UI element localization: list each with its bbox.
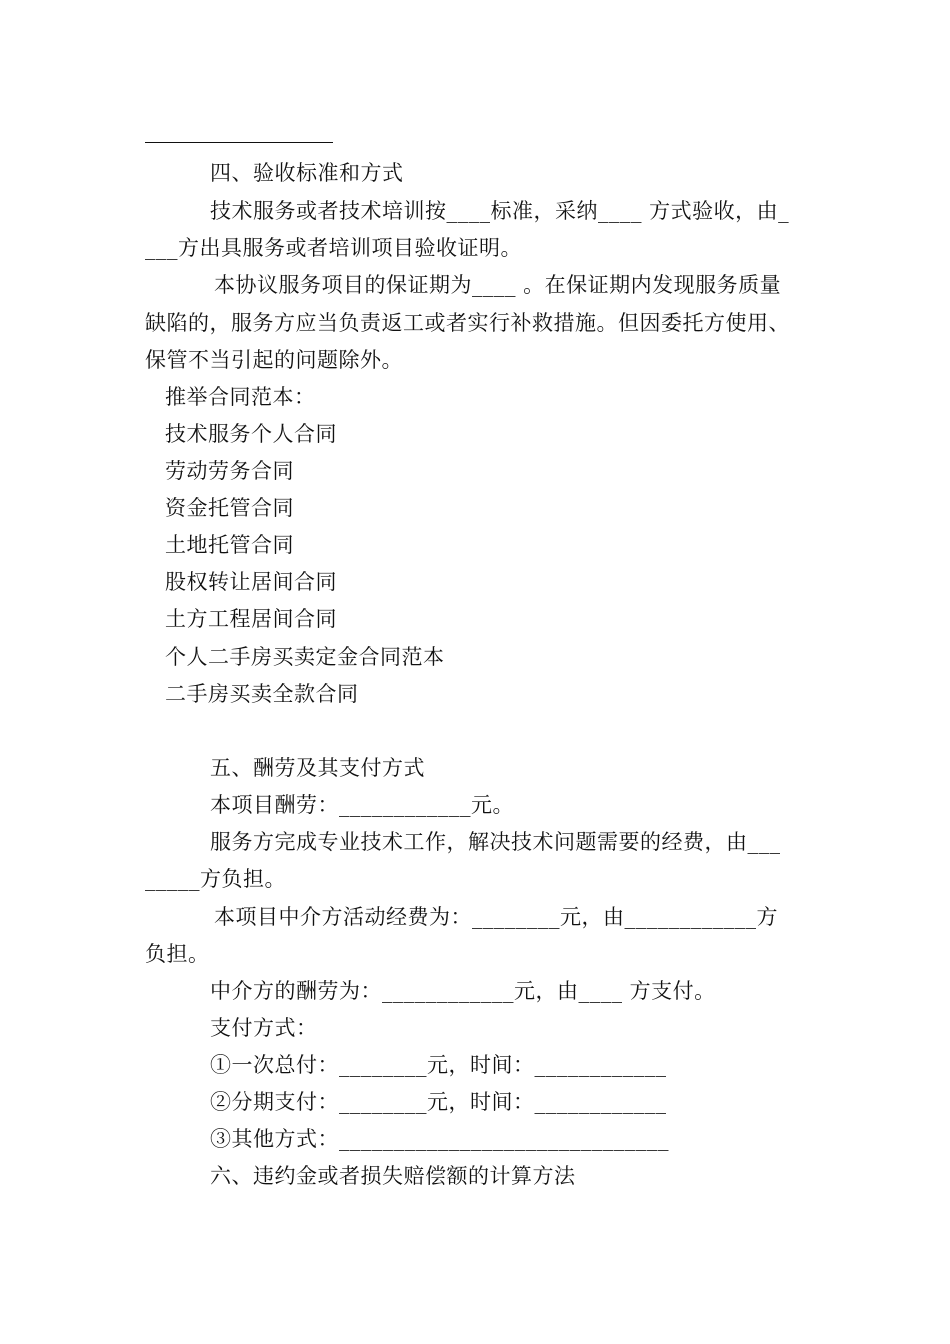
- paragraph-line: 技术服务或者技术培训按____标准，采纳____ 方式验收，由_: [210, 199, 790, 223]
- blank-underline: [145, 142, 333, 143]
- paragraph-line: ___方出具服务或者培训项目验收证明。: [145, 236, 522, 260]
- paragraph-line: _____方负担。: [145, 867, 286, 891]
- paragraph-line: 本项目酬劳：____________元。: [210, 793, 514, 817]
- payment-option: ②分期支付：________元，时间：____________: [210, 1090, 667, 1114]
- recommend-label: 推举合同范本：: [165, 385, 316, 409]
- section-4-heading: 四、验收标准和方式: [210, 161, 404, 185]
- payment-option: ③其他方式：______________________________: [210, 1127, 669, 1151]
- recommend-link[interactable]: 个人二手房买卖定金合同范本: [165, 645, 445, 669]
- paragraph-line: 中介方的酬劳为：____________元，由____ 方支付。: [210, 979, 716, 1003]
- recommend-link[interactable]: 股权转让居间合同: [165, 570, 337, 594]
- recommend-link[interactable]: 二手房买卖全款合同: [165, 682, 359, 706]
- paragraph-line: 保管不当引起的问题除外。: [145, 348, 403, 372]
- recommend-link[interactable]: 土地托管合同: [165, 533, 294, 557]
- recommend-link[interactable]: 资金托管合同: [165, 496, 294, 520]
- payment-option: ①一次总付：________元，时间：____________: [210, 1053, 667, 1077]
- recommend-link[interactable]: 土方工程居间合同: [165, 607, 337, 631]
- paragraph-line: 本项目中介方活动经费为：________元，由____________方: [214, 905, 778, 929]
- section-6-heading: 六、违约金或者损失赔偿额的计算方法: [210, 1164, 576, 1188]
- paragraph-line: 服务方完成专业技术工作，解决技术问题需要的经费，由___: [210, 830, 781, 854]
- section-5-heading: 五、酬劳及其支付方式: [210, 756, 425, 780]
- paragraph-line: 缺陷的，服务方应当负责返工或者实行补救措施。但因委托方使用、: [145, 311, 790, 335]
- paragraph-line: 本协议服务项目的保证期为____ 。在保证期内发现服务质量: [214, 273, 782, 297]
- recommend-link[interactable]: 劳动劳务合同: [165, 459, 294, 483]
- paragraph-line: 负担。: [145, 942, 210, 966]
- recommend-link[interactable]: 技术服务个人合同: [165, 422, 337, 446]
- paragraph-line: 支付方式：: [210, 1016, 318, 1040]
